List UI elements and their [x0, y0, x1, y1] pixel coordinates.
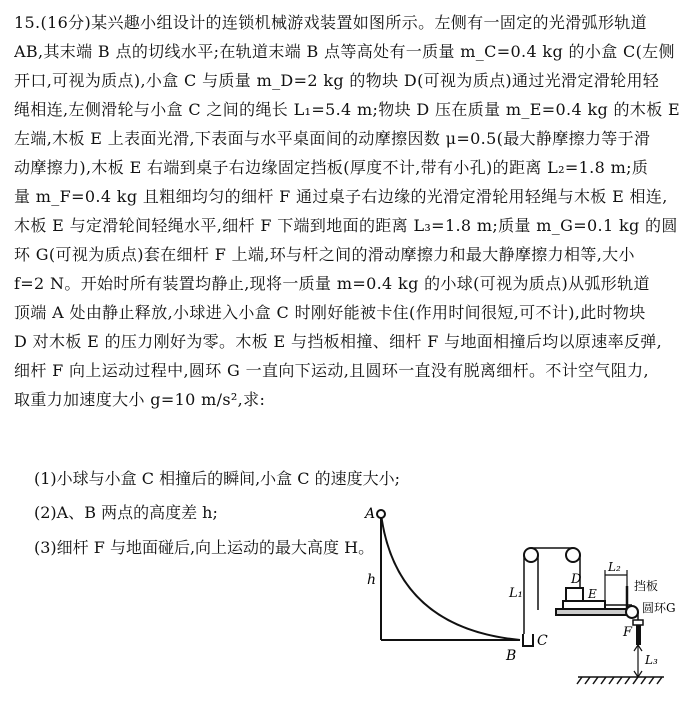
- ring-g: [633, 620, 643, 625]
- left-pulley: [524, 548, 538, 562]
- problem-line: AB,其末端 B 点的切线水平;在轨道末端 B 点等高处有一质量 m_C=0.4 kg 的小盒 C(左侧: [14, 42, 675, 61]
- problem-line: 动摩擦力),木板 E 右端到桌子右边缘固定挡板(厚度不计,带有小孔)的距离 L₂=1.8 m;质: [14, 158, 649, 177]
- label-d: D: [571, 572, 582, 587]
- block-d: [566, 588, 583, 601]
- problem-line: 顶端 A 处由静止释放,小球进入小盒 C 时刚好能被卡住(作用时间很短,可不计),此时物块: [14, 303, 646, 322]
- rod-f: [636, 625, 641, 645]
- table-top: [556, 609, 632, 615]
- label-c: C: [537, 633, 548, 649]
- label-l2: L₂: [608, 560, 621, 574]
- ground: [577, 677, 664, 684]
- label-l3: L₃: [645, 653, 658, 667]
- problem-line: 量 m_F=0.4 kg 且粗细均匀的细杆 F 通过桌子右边缘的光滑定滑轮用轻绳与木板 E 相连,: [14, 187, 668, 206]
- problem-line: 15.(16分)某兴趣小组设计的连锁机械游戏装置如图所示。左侧有一固定的光滑弧形轨道: [14, 13, 647, 32]
- label-l1: L₁: [509, 586, 523, 601]
- problem-line: f=2 N。开始时所有装置均静止,现将一质量 m=0.4 kg 的小球(可视为质点)从弧形轨道: [14, 274, 650, 293]
- label-e: E: [588, 587, 597, 601]
- board-e: [563, 601, 605, 609]
- label-b: B: [506, 648, 517, 664]
- question-1: (1)小球与小盒 C 相撞后的瞬间,小盒 C 的速度大小;: [34, 469, 400, 488]
- question-3: (3)细杆 F 与地面碰后,向上运动的最大高度 H。: [34, 538, 375, 557]
- l3-dimension: [634, 645, 642, 677]
- label-h: h: [367, 572, 377, 588]
- box-c: [523, 634, 533, 646]
- problem-line: D 对木板 E 的压力刚好为零。木板 E 与挡板相撞、细杆 F 与地面相撞后均以原速率反弹,: [14, 332, 663, 351]
- problem-line: 左端,木板 E 上表面光滑,下表面与水平桌面间的动摩擦因数 μ=0.5(最大静摩擦力等于滑: [14, 129, 651, 148]
- problem-line: 细杆 F 向上运动过程中,圆环 G 一直向下运动,且圆环一直没有脱离细杆。不计空气阻力,: [14, 361, 649, 380]
- label-f: F: [623, 625, 633, 640]
- right-pulley: [626, 606, 638, 618]
- label-baffle: 挡板: [634, 579, 659, 593]
- point-a-marker: [377, 510, 385, 518]
- problem-line: 绳相连,左侧滑轮与小盒 C 之间的绳长 L₁=5.4 m;物块 D 压在质量 m_E=0.4 kg 的木板 E: [14, 100, 681, 119]
- problem-line: 木板 E 与定滑轮间轻绳水平,细杆 F 下端到地面的距离 L₃=1.8 m;质量 m_G=0.1 kg 的圆: [14, 216, 678, 235]
- label-a: A: [365, 506, 376, 522]
- arc-track: [381, 514, 520, 640]
- middle-pulley: [566, 548, 580, 562]
- question-2: (2)A、B 两点的高度差 h;: [34, 503, 218, 522]
- label-ring-g: 圆环G: [642, 601, 676, 615]
- problem-line: 取重力加速度大小 g=10 m/s²,求:: [14, 390, 266, 409]
- problem-line: 环 G(可视为质点)套在细杆 F 上端,环与杆之间的滑动摩擦力和最大静摩擦力相等,大小: [14, 245, 635, 264]
- l2-dimension: [605, 570, 627, 600]
- problem-line: 开口,可视为质点),小盒 C 与质量 m_D=2 kg 的物块 D(可视为质点)通过光滑定滑轮用轻: [14, 71, 660, 90]
